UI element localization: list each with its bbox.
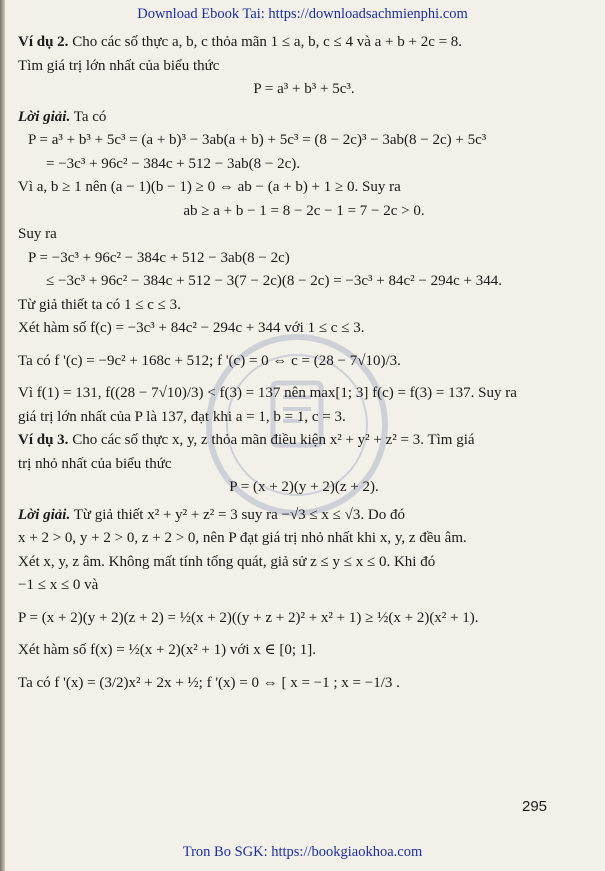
text-line <box>18 270 590 294</box>
line-text: P = −3c³ + 96c² − 384c + 512 − 3ab(8 − 2c) <box>28 249 290 266</box>
line-text: Cho các số thực a, b, c thỏa mãn 1 ≤ a, b, c ≤ 4 và a + b + 2c = 8. <box>68 34 463 50</box>
text-line <box>18 476 590 500</box>
text-line <box>18 672 590 696</box>
text-line <box>18 551 590 575</box>
text-line <box>18 294 590 318</box>
line-text: Xét hàm số f(c) = −3c³ + 84c² − 294c + 344 với 1 ≤ c ≤ 3. <box>18 320 365 336</box>
text-line <box>18 382 590 406</box>
text-line <box>18 200 590 224</box>
text-line <box>18 55 590 79</box>
footer-textbook-link[interactable]: Tron Bo SGK: https://bookgiaokhoa.com <box>182 844 423 860</box>
line-text: Vì f(1) = 131, f((28 − 7√10)/3) < f(3) = 137 nên max[1; 3] f(c) = f(3) = 137. Suy ra <box>18 385 517 401</box>
text-line <box>18 176 590 200</box>
text-line <box>18 153 590 177</box>
text-line <box>18 129 590 153</box>
text-line <box>18 504 590 528</box>
text-line <box>18 639 590 663</box>
line-text: P = (x + 2)(y + 2)(z + 2) = ½(x + 2)((y + z + 2)² + x² + 1) ≥ ½(x + 2)(x² + 1). <box>18 609 479 626</box>
line-heading: Ví dụ 3. <box>18 432 69 448</box>
line-text: = −3c³ + 96c² − 384c + 512 − 3ab(8 − 2c). <box>46 155 300 172</box>
line-text: x + 2 > 0, y + 2 > 0, z + 2 > 0, nên P đạt giá trị nhỏ nhất khi x, y, z đều âm. <box>18 530 467 546</box>
line-text: P = a³ + b³ + 5c³. <box>253 81 355 97</box>
text-line <box>18 78 590 102</box>
line-heading: Lời giải. <box>18 506 71 523</box>
line-text: Ta có f '(x) = (3/2)x² + 2x + ½; f '(x) = 0 ⇔ [ x = −1 ; x = −1/3 . <box>18 674 400 691</box>
page-number: 295 <box>522 798 548 815</box>
line-text: trị nhỏ nhất của biểu thức <box>18 455 172 472</box>
line-text: P = (x + 2)(y + 2)(z + 2). <box>229 479 379 495</box>
line-text: −1 ≤ x ≤ 0 và <box>18 577 99 593</box>
line-text: Xét x, y, z âm. Không mất tính tổng quát, giả sử z ≤ y ≤ x ≤ 0. Khi đó <box>18 553 436 570</box>
line-text: Xét hàm số f(x) = ½(x + 2)(x² + 1) với x ∈ [0; 1]. <box>18 642 317 658</box>
text-line <box>18 31 590 55</box>
line-text: ≤ −3c³ + 96c² − 384c + 512 − 3(7 − 2c)(8 − 2c) = −3c³ + 84c² − 294c + 344. <box>46 273 502 289</box>
page-edge <box>0 0 5 871</box>
text-line <box>18 317 590 341</box>
line-text: Vì a, b ≥ 1 nên (a − 1)(b − 1) ≥ 0 ⇔ ab − (a + b) + 1 ≥ 0. Suy ra <box>18 179 401 195</box>
document-body <box>18 31 590 695</box>
text-line <box>18 247 590 271</box>
line-text: P = a³ + b³ + 5c³ = (a + b)³ − 3ab(a + b) + 5c³ = (8 − 2c)³ − 3ab(8 − 2c) + 5c³ <box>28 132 487 148</box>
text-line <box>18 527 590 551</box>
line-text: Từ giả thiết ta có 1 ≤ c ≤ 3. <box>18 296 181 313</box>
header-download-link[interactable]: Download Ebook Tai: https://downloadsachmienphi.com <box>137 6 468 22</box>
text-line <box>18 453 590 477</box>
line-heading: Lời giải. <box>18 108 71 125</box>
line-text: giá trị lớn nhất của P là 137, đạt khi a = 1, b = 1, c = 3. <box>18 408 346 425</box>
line-heading: Ví dụ 2. <box>18 34 69 50</box>
text-line <box>18 223 590 247</box>
line-text: ab ≥ a + b − 1 = 8 − 2c − 1 = 7 − 2c > 0. <box>183 202 425 219</box>
line-text: Ta có f '(c) = −9c² + 168c + 512; f '(c) = 0 ⇔ c = (28 − 7√10)/3. <box>18 352 401 369</box>
line-text: Ta có <box>70 108 107 125</box>
text-line <box>18 607 590 631</box>
line-text: Cho các số thực x, y, z thỏa mãn điều kiện x² + y² + z² = 3. Tìm giá <box>68 432 475 448</box>
text-line <box>18 574 590 598</box>
text-line <box>18 106 590 130</box>
text-line <box>18 429 590 453</box>
line-text: Tìm giá trị lớn nhất của biểu thức <box>18 57 220 74</box>
text-line <box>18 350 590 374</box>
line-text: Từ giả thiết x² + y² + z² = 3 suy ra −√3 ≤ x ≤ √3. Do đó <box>70 506 405 523</box>
text-line <box>18 406 590 430</box>
line-text: Suy ra <box>18 226 57 242</box>
